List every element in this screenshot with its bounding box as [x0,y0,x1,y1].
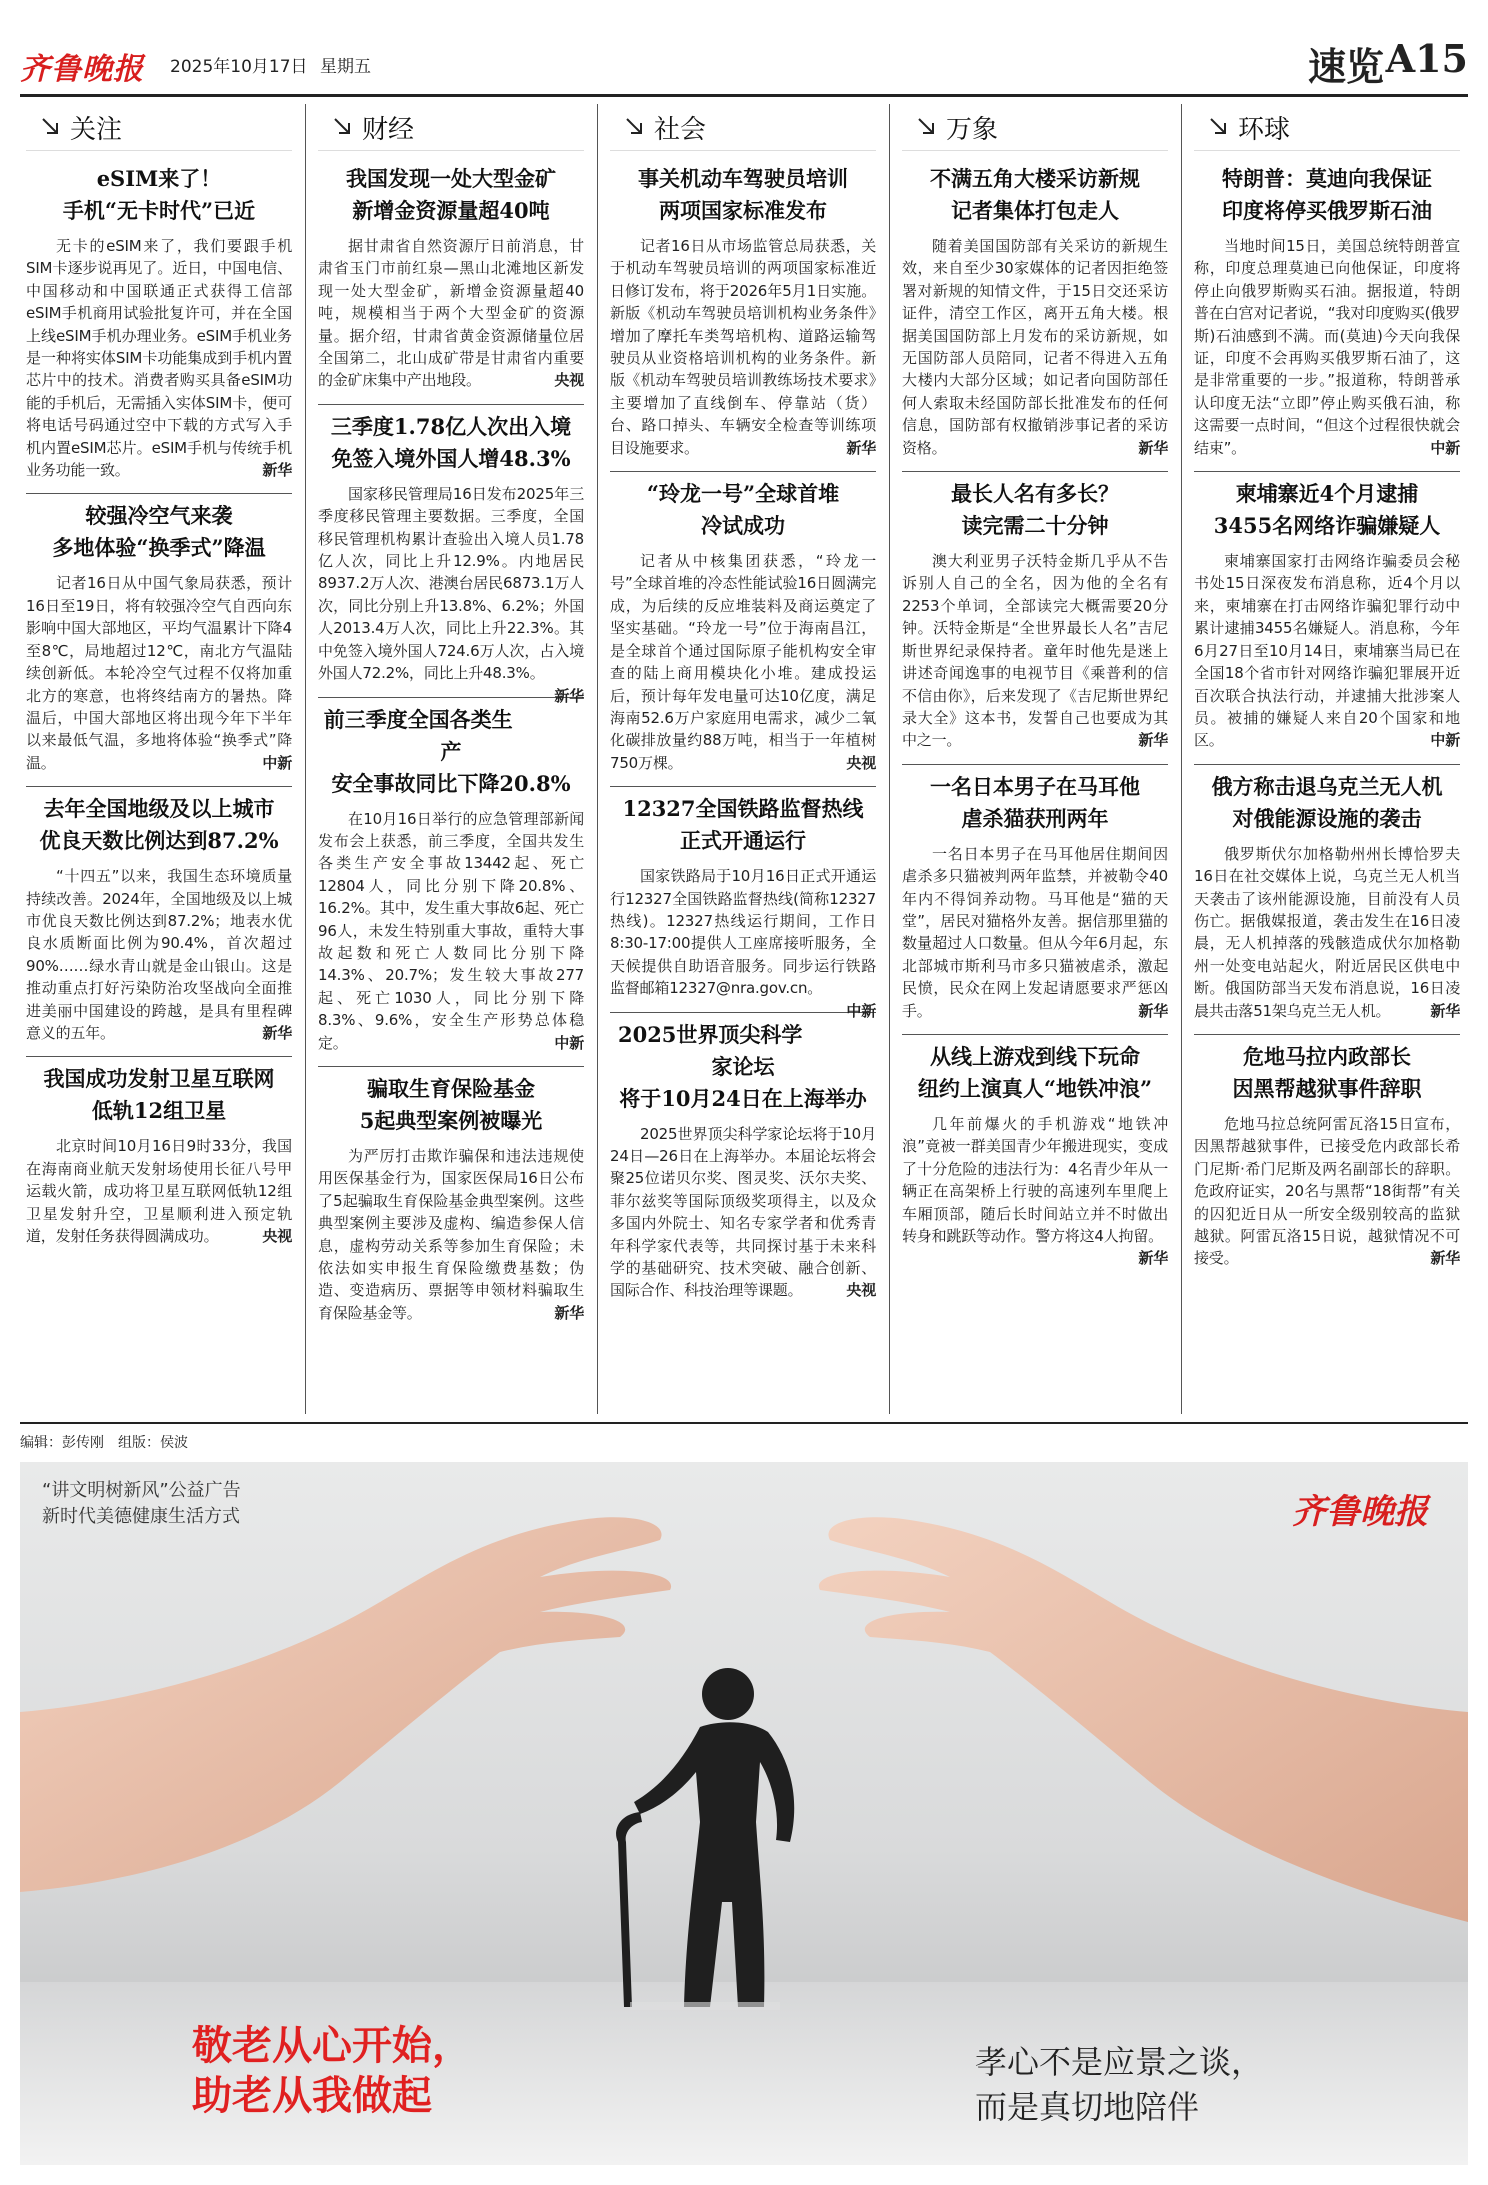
article-headline [26,1063,292,1127]
headline-line: 从线上游戏到线下玩命 [930,1043,1140,1069]
news-article [610,478,876,774]
article-body [318,483,584,705]
headline-line: 正式开通运行 [680,828,806,854]
headline-line: 多地体验“换季式”降温 [52,535,266,561]
headline-line: 危地马拉内政部长 [1243,1043,1411,1069]
article-body [610,1123,876,1302]
article-body [26,865,292,1044]
headline-line: 柬埔寨近4个月逮捕 [1235,481,1419,507]
article-source: 中新 [846,1001,876,1020]
article-text: 据甘肃省自然资源厅日前消息，甘肃省玉门市前红泉—黑山北滩地区新发现一处大型金矿，新增金资源量超40吨，规模相当于两个大型金矿的资源量。据介绍，甘肃省黄金资源储量位居全国第二，北山成矿带是甘肃省内重要的金矿床集中产出地段。 [318,237,584,390]
article-headline [318,1073,584,1137]
article-text: 北京时间10月16日9时33分，我国在海南商业航天发射场使用长征八号甲运载火箭，成功将卫星互联网低轨12组卫星发射升空，卫星顺利进入预定轨道，发射任务获得圆满成功。 [26,1137,292,1245]
column-heading-label: 万象 [946,114,999,145]
headline-line: 印度将停买俄罗斯石油 [1222,198,1432,223]
headline-line: 3455名网络诈骗嫌疑人 [1213,513,1441,539]
issue-weekday: 星期五 [320,57,371,77]
headline-line: 将于10月24日在上海举办 [619,1085,867,1111]
article-headline [902,163,1168,227]
news-article [1194,771,1460,1022]
article-text: 国家移民管理局16日发布2025年三季度移民管理主要数据。三季度，全国移民管理机构累计查验出入境人员1.78亿人次，同比上升12.9%。内地居民8937.2万人次、港澳台居民6873.1万人次，同比分别上升13.8%、6.2%；外国人2013.4万人次，同比上升22.3%。其中免签入境外国人724.6万人次，占入境外国人72.2%，同比上升48.3%。 [318,484,584,683]
article-source: 新华 [262,461,292,480]
headline-line: 两项国家标准发布 [659,198,827,223]
news-article [1194,163,1460,459]
article-text: 随着美国国防部有关采访的新规生效，来自至少30家媒体的记者因拒绝签署对新规的知情文件，于15日交还采访证件，清空工作区，离开五角大楼。根据美国国防部上月发布的采访新规，如无国防部人员陪同，记者不得进入五角大楼内大部分区域；如记者向国防部任何人索取未经国防部长批准发布的任何信息，国防部有权撤销涉事记者的采访资格。 [902,237,1168,457]
article-text: 一名日本男子在马耳他居住期间因虐杀多只猫被判两年监禁，并被勒令40年内不得饲养动物。马耳他是“猫的天堂”，居民对猫格外友善。据信那里猫的数量超过人口数量。但从今年6月起，东北部城市斯利马市多只猫被虐杀，激起民愤，民众在网上发起请愿要求严惩凶手。 [902,844,1168,1020]
headline-line: 安全事故同比下降20.8% [331,770,571,796]
column-guanzhu [20,104,298,1414]
news-article [318,1073,584,1324]
article-divider [26,1056,292,1057]
headline-line: 骗取生育保险基金 [367,1075,535,1101]
article-headline [318,411,584,475]
headline-line: 新增金资源量超40吨 [352,198,550,223]
article-source: 中新 [1430,731,1460,750]
column-shehui [604,104,882,1414]
article-divider [902,471,1168,472]
headline-line: 去年全国地级及以上城市 [43,796,275,822]
article-source: 央视 [846,753,876,772]
article-body [902,1113,1168,1268]
article-headline [610,163,876,227]
column-divider [889,104,890,1414]
article-body [318,1145,584,1324]
article-body [610,865,876,1020]
article-source: 新华 [1430,1001,1460,1020]
headline-line: 5起典型案例被曝光 [359,1107,543,1133]
news-article [26,793,292,1044]
news-article [902,771,1168,1022]
section-name: 速览 [1307,44,1384,89]
article-headline [1194,163,1460,227]
headline-line: 一名日本男子在马耳他 [930,773,1140,799]
headline-line: 冷试成功 [701,513,785,539]
headline-line: 记者集体打包走人 [951,198,1119,223]
headline-line: 特朗普：莫迪向我保证 [1222,166,1432,191]
article-divider [610,786,876,787]
ad-quote-line2: 而是真切地陪伴 [975,2088,1200,2126]
article-body [1194,1113,1460,1270]
article-text: 为严厉打击欺诈骗保和违法违规使用医保基金行为，国家医保局16日公布了5起骗取生育保险基金典型案例。这些典型案例主要涉及虚构、编造参保人信息，虚构劳动关系等参加生育保险；未依法如实申报生育保险缴费基数；伪造、变造病历、票据等申领材料骗取生育保险基金等。 [318,1146,584,1322]
headline-line: 纽约上演真人“地铁冲浪” [917,1075,1153,1101]
headline-line: 事关机动车驾驶员培训 [638,166,848,191]
article-text: 记者从中核集团获悉，“玲龙一号”全球首堆的冷态性能试验16日圆满完成，为后续的反应堆装料及商运奠定了坚实基础。“玲龙一号”位于海南昌江，是全球首个通过国际原子能机构安全审查的陆上商用模块化小堆。建成投运后，预计每年发电量可达10亿度，满足海南52.6万户家庭用电需求，减少二氧化碳排放量约88万吨，相当于一年植树750万棵。 [610,552,876,772]
news-article [318,704,584,1054]
headline-line: 虐杀猫获刑两年 [961,805,1109,831]
corner-arrow-icon [40,116,62,138]
news-article [1194,1041,1460,1270]
article-body [26,572,292,774]
newspaper-logo: 齐鲁晚报 [20,52,144,87]
article-divider [1194,1034,1460,1035]
column-heading-label: 财经 [362,114,415,145]
news-article [902,1041,1168,1268]
article-source: 新华 [1138,731,1168,750]
column-heading [610,104,876,151]
article-source: 新华 [1430,1249,1460,1268]
article-divider [318,1066,584,1067]
article-source: 新华 [554,1303,584,1322]
article-body [26,235,292,481]
article-headline [318,704,584,800]
article-text: 在10月16日举行的应急管理部新闻发布会上获悉，前三季度，全国共发生各类生产安全事故13442起、死亡12804人，同比分别下降20.8%、16.2%。其中，发生重大事故6起、死亡96人，未发生特别重大事故，重特大事故起数和死亡人数同比分别下降14.3%、20.7%；发生较大事故277起、死亡1030人，同比分别下降8.3%、9.6%，安全生产形势总体稳定。 [318,809,584,1052]
headline-line: 因黑帮越狱事件辞职 [1232,1075,1422,1101]
headline-line: 三季度1.78亿人次出入境 [330,413,572,439]
footer-rule [20,1422,1468,1424]
article-headline [902,478,1168,542]
article-text: 国家铁路局于10月16日正式开通运行12327全国铁路监督热线(简称12327热线)。12327热线运行期间，工作日8:30-17:00提供人工座席接听服务，全天候提供自助语音服务。同步运行铁路监督邮箱12327@nra.gov.cn。 [610,867,876,998]
article-body [318,808,584,1054]
article-text: 无卡的eSIM来了，我们要跟手机SIM卡逐步说再见了。近日，中国电信、中国移动和中国联通正式获得工信部eSIM手机商用试验批复许可，并在全国上线eSIM手机办理业务。eSIM手机业务是一种将实体SIM卡功能集成到手机内置芯片中的技术。消费者购买具备eSIM功能的手机后，无需插入实体SIM卡，便可将电话号码通过空中下载的方式写入手机内置eSIM芯片。eSIM手机与传统手机业务功能一致。 [26,237,292,480]
news-article [26,500,292,774]
article-text: 几年前爆火的手机游戏“地铁冲浪”竟被一群美国青少年搬进现实，变成了十分危险的违法行为：4名青少年从一辆正在高架桥上行驶的高速列车里爬上车厢顶部，随后长时间站立并不时做出转身和跳跃等动作。警方将这4人拘留。 [902,1114,1168,1245]
article-text: 柬埔寨国家打击网络诈骗委员会秘书处15日深夜发布消息称，近4个月以来，柬埔寨在打击网络诈骗犯罪行动中累计逮捕3455名嫌疑人。消息称，今年6月27日至10月14日，柬埔寨当局已在全国18个省市针对网络诈骗犯罪展开近百次联合执法行动，并逮捕大批涉案人员。被捕的嫌疑人来自20个国家和地区。 [1194,552,1460,750]
headline-line: 较强冷空气来袭 [85,503,233,529]
article-divider [26,493,292,494]
article-divider [902,764,1168,765]
headline-line: 12327全国铁路监督热线 [622,796,864,822]
article-text: 记者16日从中国气象局获悉，预计16日至19日，将有较强冷空气自西向东影响中国大部地区，平均气温累计下降4至8℃，局地超过12℃，南北方气温陆续创新低。本轮冷空气过程不仅将加重北方的寒意，也将终结南方的暑热。降温后，中国大部地区将出现今年下半年以来最低气温，多地将体验“换季式”降温。 [26,574,292,772]
news-article [318,163,584,392]
ad-tag-line1: “讲文明树新风”公益广告 [42,1480,241,1501]
article-headline [318,163,584,227]
article-headline [610,1019,876,1115]
headline-line: eSIM来了！ [96,166,222,191]
headline-line: 俄方称击退乌克兰无人机 [1211,773,1443,799]
headline-line: 读完需二十分钟 [961,513,1109,539]
article-headline [1194,771,1460,835]
headline-line: 我国发现一处大型金矿 [346,166,556,191]
column-divider [1181,104,1182,1414]
article-divider [26,786,292,787]
corner-arrow-icon [1208,116,1230,138]
article-source: 中新 [554,1033,584,1052]
column-heading-label: 环球 [1238,114,1291,145]
article-headline [26,500,292,564]
news-article [610,163,876,459]
headline-line: 不满五角大楼采访新规 [930,166,1140,191]
ad-tag-line2: 新时代美德健康生活方式 [42,1506,240,1527]
headline-line: 对俄能源设施的袭击 [1232,805,1422,831]
article-source: 新华 [262,1023,292,1042]
article-headline [902,771,1168,835]
column-divider [597,104,598,1414]
column-heading-label: 社会 [654,114,707,145]
article-divider [610,471,876,472]
headline-line: 优良天数比例达到87.2% [39,828,279,854]
article-body [902,550,1168,752]
article-text: 俄罗斯伏尔加格勒州州长博恰罗夫16日在社交媒体上说，乌克兰无人机当天袭击了该州能源设施，目前没有人员伤亡。据俄媒报道，袭击发生在16日凌晨，无人机掉落的残骸造成伏尔加格勒州一处变电站起火，附近居民区供电中断。俄国防部当天发布消息说，16日凌晨共击落51架乌克兰无人机。 [1194,844,1460,1020]
headline-line: 低轨12组卫星 [91,1098,227,1124]
headline-line: 前三季度全国各类生产 [323,706,513,764]
article-text: 2025世界顶尖科学家论坛将于10月24日—26日在上海举办。本届论坛将会聚25位诺贝尔奖、图灵奖、沃尔夫奖、菲尔兹奖等国际顶级奖项得主，以及众多国内外院士、知名专家学者和优秀青年科学家代表等，共同探讨基于未来科学的基础研究、技术突破、融合创新、国际合作、科技治理等课题。 [610,1124,876,1300]
headline-line: “玲龙一号”全球首堆 [646,481,840,507]
article-body [26,1135,292,1247]
article-body [610,550,876,774]
column-divider [305,104,306,1414]
article-body [318,235,584,392]
ad-slogan-line1: 敬老从心开始， [192,2022,472,2069]
article-source: 中新 [1430,438,1460,457]
corner-arrow-icon [624,116,646,138]
news-article [26,1063,292,1247]
public-service-ad [20,1462,1468,2165]
article-headline [1194,478,1460,542]
column-heading [902,104,1168,151]
article-divider [1194,764,1460,765]
article-body [1194,235,1460,459]
editor-credit: 编辑：彭传刚 组版：侯波 [20,1435,188,1451]
article-source: 央视 [846,1281,876,1300]
article-text: 危地马拉总统阿雷瓦洛15日宣布，因黑帮越狱事件，已接受危内政部长希门尼斯·希门尼斯及两名副部长的辞职。危政府证实，20名与黑帮“18街帮”有关的囚犯近日从一所安全级别较高的监狱越狱。阿雷瓦洛15日说，越狱情况不可接受。 [1194,1114,1460,1268]
news-article [902,163,1168,459]
news-article [318,411,584,705]
corner-arrow-icon [916,116,938,138]
headline-line: 2025世界顶尖科学家论坛 [617,1021,803,1079]
ad-slogan-line2: 助老从我做起 [192,2072,432,2119]
column-heading [1194,104,1460,151]
article-source: 央视 [262,1227,292,1245]
headline-line: 我国成功发射卫星互联网 [43,1066,275,1092]
article-source: 新华 [846,438,876,457]
article-headline [902,1041,1168,1105]
article-source: 中新 [262,753,292,772]
column-wanxiang [896,104,1174,1414]
news-article [610,793,876,1020]
page-number: A15 [1385,36,1468,81]
article-headline [610,478,876,542]
news-article [1194,478,1460,752]
article-headline [1194,1041,1460,1105]
article-source: 新华 [554,686,584,705]
article-text: 当地时间15日，美国总统特朗普宣称，印度总理莫迪已向他保证，印度将停止向俄罗斯购买石油。据报道，特朗普在白宫对记者说，“我对印度购买(俄罗斯)石油感到不满。而(莫迪)今天向我保证，印度不会再购买俄罗斯石油了，这是非常重要的一步。”报道称，特朗普承认印度无法“立即”停止购买俄石油，称这需要一点时间，“但这个过程很快就会结束”。 [1194,237,1460,457]
article-source: 央视 [554,371,584,390]
article-body [1194,843,1460,1022]
column-caijing [312,104,590,1414]
article-source: 新华 [1138,1001,1168,1020]
article-source: 新华 [1138,438,1168,457]
headline-line: 最长人名有多长？ [951,481,1119,507]
article-body [902,843,1168,1022]
article-text: “十四五”以来，我国生态环境质量持续改善。2024年，全国地级及以上城市优良天数比例达到87.2%；地表水优良水质断面比例为90.4%，首次超过90%……绿水青山就是金山银山。这是推动重点打好污染防治攻坚战向全面推进美丽中国建设的跨越，是具有里程碑意义的五年。 [26,867,292,1042]
news-article [902,478,1168,752]
article-divider [1194,471,1460,472]
article-headline [610,793,876,857]
article-headline [26,163,292,227]
ad-newspaper-logo: 齐鲁晚报 [1292,1492,1428,1532]
corner-arrow-icon [332,116,354,138]
article-text: 记者16日从市场监管总局获悉，关于机动车驾驶员培训的两项国家标准近日修订发布，将于2026年5月1日实施。新版《机动车驾驶员培训机构业务条件》增加了摩托车类驾培机构、道路运输驾驶员从业资格培训机构的业务条件。新版《机动车驾驶员培训教练场技术要求》主要增加了直线倒车、停靠站（货）台、路口掉头、车辆安全检查等训练项目设施要求。 [610,237,876,457]
article-headline [26,793,292,857]
masthead [20,24,1468,97]
news-columns [20,104,1468,1414]
issue-date: 2025年10月17日 [170,57,308,77]
ad-quote-line1: 孝心不是应景之谈， [975,2043,1264,2081]
news-article [610,1019,876,1302]
headline-line: 免签入境外国人增48.3% [331,445,571,471]
article-body [1194,550,1460,752]
article-divider [318,404,584,405]
news-article [26,163,292,481]
article-text: 澳大利亚男子沃特金斯几乎从不告诉别人自己的全名，因为他的全名有2253个单词，全部读完大概需要20分钟。沃特金斯是“全世界最长人名”吉尼斯世界纪录保持者。童年时他先是迷上讲述奇闻逸事的电视节目《乘普利的信不信由你》，后来发现了《吉尼斯世界纪录大全》这本书，发誓自己也要成为其中之一。 [902,552,1168,750]
column-heading [26,104,292,151]
elderly-figure-icon [616,1668,794,2010]
article-source: 新华 [1138,1249,1168,1268]
column-huanqiu [1188,104,1466,1414]
article-divider [902,1034,1168,1035]
article-body [902,235,1168,459]
column-heading [318,104,584,151]
headline-line: 手机“无卡时代”已近 [62,198,256,223]
article-body [610,235,876,459]
column-heading-label: 关注 [70,114,123,145]
